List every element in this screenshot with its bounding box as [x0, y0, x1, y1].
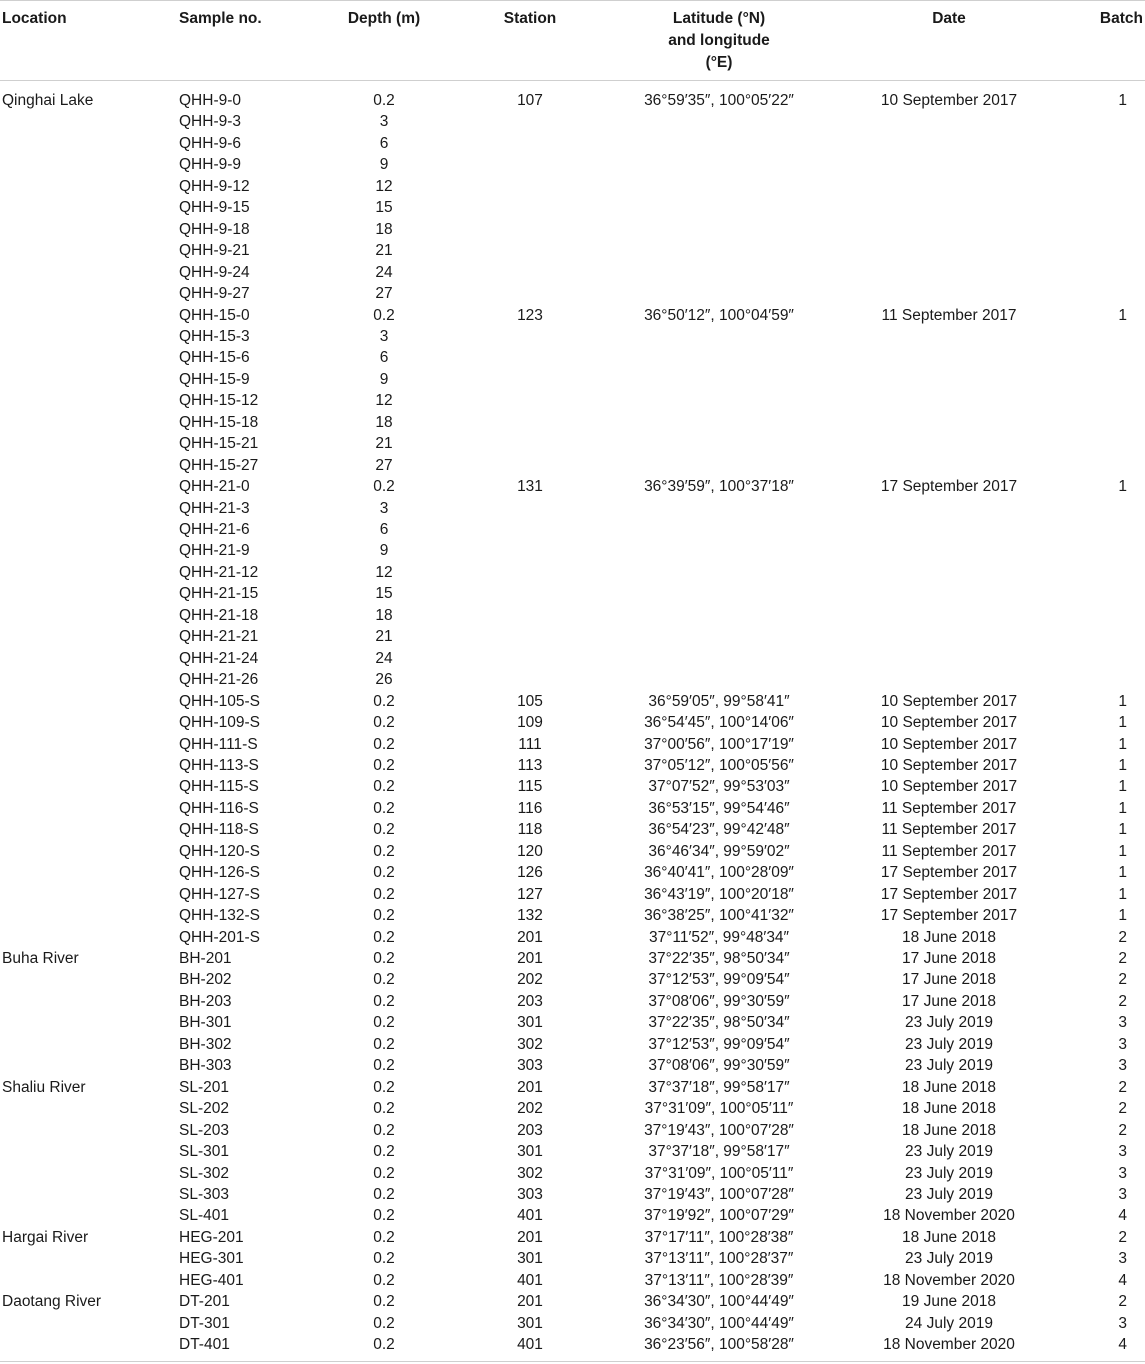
cell-batch: 3: [1118, 1014, 1127, 1031]
cell-depth: 0.2: [373, 778, 395, 795]
cell-coordinates: 36°38′25″, 100°41′32″: [644, 907, 794, 924]
cell-batch: 4: [1118, 1272, 1127, 1289]
cell-station: 303: [517, 1186, 543, 1203]
cell-station: 107: [517, 92, 543, 109]
cell-depth: 0.2: [373, 993, 395, 1010]
cell-sample: QHH-15-9: [179, 371, 250, 388]
cell-station: 301: [517, 1143, 543, 1160]
cell-coordinates: 37°22′35″, 98°50′34″: [648, 1014, 790, 1031]
cell-depth: 27: [375, 285, 393, 302]
cell-depth: 0.2: [373, 1186, 395, 1203]
cell-depth: 15: [375, 199, 393, 216]
cell-coordinates: 37°12′53″, 99°09′54″: [648, 971, 790, 988]
cell-coordinates: 36°40′41″, 100°28′09″: [644, 864, 794, 881]
cell-station: 203: [517, 993, 543, 1010]
cell-coordinates: 37°13′11″, 100°28′39″: [644, 1272, 794, 1289]
cell-sample: QHH-9-3: [179, 113, 242, 130]
cell-depth: 0.2: [373, 950, 395, 967]
cell-batch: 2: [1118, 1229, 1127, 1246]
cell-date: 18 November 2020: [883, 1336, 1015, 1353]
cell-coordinates: 36°54′23″, 99°42′48″: [648, 821, 790, 838]
cell-date: 17 September 2017: [880, 478, 1018, 495]
cell-sample: QHH-9-9: [179, 156, 242, 173]
cell-coordinates: 37°11′52″, 99°48′34″: [648, 929, 790, 946]
cell-station: 118: [517, 821, 543, 838]
cell-depth: 0.2: [373, 907, 395, 924]
cell-coordinates: 36°43′19″, 100°20′18″: [644, 886, 794, 903]
cell-batch: 2: [1118, 1079, 1127, 1096]
cell-depth: 0.2: [373, 1143, 395, 1160]
cell-date: 23 July 2019: [905, 1165, 993, 1182]
cell-station: 401: [517, 1336, 543, 1353]
cell-depth: 0.2: [373, 1293, 395, 1310]
cell-sample: QHH-116-S: [179, 800, 259, 817]
cell-depth: 0.2: [373, 1250, 395, 1267]
header-depth: Depth (m): [347, 10, 421, 27]
cell-batch: 1: [1118, 778, 1127, 795]
cell-batch: 3: [1118, 1165, 1127, 1182]
cell-station: 203: [517, 1122, 543, 1139]
cell-date: 11 September 2017: [881, 307, 1017, 324]
cell-sample: QHH-15-21: [179, 435, 259, 452]
cell-depth: 0.2: [373, 1036, 395, 1053]
cell-station: 123: [517, 307, 543, 324]
cell-coordinates: 36°59′05″, 99°58′41″: [648, 693, 790, 710]
cell-coordinates: 37°31′09″, 100°05′11″: [644, 1100, 794, 1117]
cell-coordinates: 37°07′52″, 99°53′03″: [648, 778, 790, 795]
cell-date: 10 September 2017: [880, 757, 1018, 774]
cell-sample: BH-303: [179, 1057, 232, 1074]
cell-coordinates: 37°31′09″, 100°05′11″: [644, 1165, 794, 1182]
cell-location: Hargai River: [2, 1229, 89, 1246]
cell-coordinates: 37°00′56″, 100°17′19″: [644, 736, 794, 753]
cell-station: 120: [517, 843, 543, 860]
cell-sample: BH-302: [179, 1036, 232, 1053]
cell-depth: 0.2: [373, 843, 395, 860]
cell-depth: 3: [379, 113, 389, 130]
cell-coordinates: 37°19′43″, 100°07′28″: [644, 1122, 794, 1139]
cell-depth: 18: [375, 221, 393, 238]
cell-coordinates: 37°12′53″, 99°09′54″: [648, 1036, 790, 1053]
cell-date: 17 September 2017: [880, 907, 1018, 924]
cell-batch: 1: [1118, 843, 1127, 860]
cell-sample: QHH-15-3: [179, 328, 250, 345]
cell-sample: QHH-21-15: [179, 585, 259, 602]
cell-depth: 24: [375, 650, 393, 667]
cell-depth: 0.2: [373, 886, 395, 903]
cell-batch: 2: [1118, 950, 1127, 967]
cell-depth: 21: [375, 628, 393, 645]
cell-depth: 24: [375, 264, 393, 281]
cell-batch: 1: [1118, 714, 1127, 731]
cell-sample: QHH-9-0: [179, 92, 242, 109]
header-batch: Batch: [1099, 10, 1143, 27]
cell-station: 127: [517, 886, 543, 903]
cell-depth: 3: [379, 328, 389, 345]
cell-batch: 1: [1118, 736, 1127, 753]
cell-depth: 26: [375, 671, 393, 688]
cell-batch: 4: [1118, 1207, 1127, 1224]
cell-sample: QHH-118-S: [179, 821, 259, 838]
cell-depth: 0.2: [373, 757, 395, 774]
cell-date: 11 September 2017: [881, 800, 1017, 817]
cell-station: 202: [517, 971, 543, 988]
cell-depth: 0.2: [373, 1165, 395, 1182]
cell-depth: 12: [375, 564, 393, 581]
cell-batch: 2: [1118, 993, 1127, 1010]
cell-coordinates: 37°19′43″, 100°07′28″: [644, 1186, 794, 1203]
cell-batch: 1: [1118, 92, 1127, 109]
cell-date: 23 July 2019: [905, 1250, 993, 1267]
cell-date: 18 June 2018: [902, 1122, 996, 1139]
cell-sample: SL-201: [179, 1079, 229, 1096]
cell-sample: SL-302: [179, 1165, 229, 1182]
cell-depth: 0.2: [373, 693, 395, 710]
cell-depth: 18: [375, 414, 393, 431]
cell-depth: 0.2: [373, 1014, 395, 1031]
cell-coordinates: 36°54′45″, 100°14′06″: [644, 714, 794, 731]
cell-station: 201: [517, 1079, 543, 1096]
cell-date: 17 June 2018: [902, 971, 996, 988]
cell-depth: 18: [375, 607, 393, 624]
cell-coordinates: 36°34′30″, 100°44′49″: [644, 1315, 794, 1332]
cell-batch: 3: [1118, 1143, 1127, 1160]
cell-sample: QHH-21-26: [179, 671, 259, 688]
cell-date: 17 September 2017: [880, 864, 1018, 881]
cell-sample: SL-203: [179, 1122, 229, 1139]
cell-sample: DT-301: [179, 1315, 230, 1332]
cell-batch: 3: [1118, 1057, 1127, 1074]
cell-date: 19 June 2018: [902, 1293, 996, 1310]
cell-station: 105: [517, 693, 543, 710]
cell-date: 18 June 2018: [902, 1229, 996, 1246]
header-rule: [0, 80, 1145, 81]
cell-depth: 6: [379, 521, 389, 538]
cell-date: 17 September 2017: [880, 886, 1018, 903]
cell-batch: 3: [1118, 1315, 1127, 1332]
cell-batch: 1: [1118, 478, 1127, 495]
top-rule: [0, 0, 1145, 1]
cell-date: 17 June 2018: [902, 950, 996, 967]
cell-batch: 1: [1118, 800, 1127, 817]
header-date: Date: [932, 10, 966, 27]
cell-depth: 0.2: [373, 929, 395, 946]
cell-sample: SL-202: [179, 1100, 229, 1117]
cell-depth: 9: [379, 371, 389, 388]
cell-sample: QHH-21-3: [179, 500, 250, 517]
cell-depth: 9: [379, 156, 389, 173]
cell-station: 111: [518, 736, 542, 753]
cell-depth: 0.2: [373, 1315, 395, 1332]
cell-sample: QHH-15-12: [179, 392, 259, 409]
cell-sample: QHH-120-S: [179, 843, 260, 860]
cell-station: 201: [517, 950, 543, 967]
cell-depth: 21: [375, 435, 393, 452]
cell-coordinates: 37°37′18″, 99°58′17″: [648, 1079, 790, 1096]
cell-station: 301: [517, 1250, 543, 1267]
cell-depth: 0.2: [373, 971, 395, 988]
cell-date: 23 July 2019: [905, 1186, 993, 1203]
cell-batch: 1: [1118, 307, 1127, 324]
cell-sample: SL-401: [179, 1207, 229, 1224]
cell-depth: 0.2: [373, 307, 395, 324]
header-location: Location: [2, 10, 67, 27]
cell-batch: 2: [1118, 1122, 1127, 1139]
cell-station: 201: [517, 929, 543, 946]
cell-station: 132: [517, 907, 543, 924]
cell-date: 10 September 2017: [880, 778, 1018, 795]
cell-date: 24 July 2019: [905, 1315, 993, 1332]
cell-depth: 0.2: [373, 736, 395, 753]
cell-sample: QHH-113-S: [179, 757, 259, 774]
cell-sample: QHH-15-27: [179, 457, 259, 474]
cell-batch: 1: [1118, 864, 1127, 881]
cell-sample: QHH-127-S: [179, 886, 260, 903]
cell-depth: 12: [375, 392, 393, 409]
cell-sample: QHH-9-12: [179, 178, 250, 195]
cell-sample: QHH-9-27: [179, 285, 250, 302]
cell-batch: 1: [1118, 886, 1127, 903]
cell-sample: BH-202: [179, 971, 232, 988]
cell-coordinates: 37°19′92″, 100°07′29″: [644, 1207, 794, 1224]
cell-coordinates: 37°37′18″, 99°58′17″: [648, 1143, 790, 1160]
cell-station: 301: [517, 1315, 543, 1332]
cell-sample: QHH-15-0: [179, 307, 250, 324]
cell-sample: QHH-9-6: [179, 135, 242, 152]
cell-batch: 4: [1118, 1336, 1127, 1353]
cell-depth: 0.2: [373, 478, 395, 495]
cell-depth: 0.2: [373, 800, 395, 817]
cell-station: 113: [517, 757, 543, 774]
cell-coordinates: 37°22′35″, 98°50′34″: [648, 950, 790, 967]
cell-station: 201: [517, 1229, 543, 1246]
cell-batch: 3: [1118, 1186, 1127, 1203]
cell-sample: QHH-21-9: [179, 542, 250, 559]
cell-depth: 0.2: [373, 864, 395, 881]
cell-station: 302: [517, 1036, 543, 1053]
cell-depth: 6: [379, 349, 389, 366]
cell-coordinates: 37°17′11″, 100°28′38″: [644, 1229, 794, 1246]
cell-date: 10 September 2017: [880, 736, 1018, 753]
cell-sample: BH-301: [179, 1014, 232, 1031]
cell-batch: 1: [1118, 821, 1127, 838]
cell-location: Buha River: [2, 950, 79, 967]
cell-depth: 0.2: [373, 92, 395, 109]
cell-coordinates: 36°23′56″, 100°58′28″: [644, 1336, 794, 1353]
cell-sample: QHH-105-S: [179, 693, 260, 710]
cell-depth: 3: [379, 500, 389, 517]
cell-sample: SL-301: [179, 1143, 229, 1160]
cell-sample: HEG-201: [179, 1229, 244, 1246]
cell-sample: QHH-132-S: [179, 907, 260, 924]
cell-sample: HEG-301: [179, 1250, 244, 1267]
cell-coordinates: 36°34′30″, 100°44′49″: [644, 1293, 794, 1310]
cell-batch: 2: [1118, 971, 1127, 988]
cell-batch: 1: [1118, 757, 1127, 774]
cell-sample: QHH-21-12: [179, 564, 259, 581]
cell-coordinates: 36°50′12″, 100°04′59″: [644, 307, 794, 324]
cell-sample: QHH-15-18: [179, 414, 259, 431]
cell-coordinates: 37°13′11″, 100°28′37″: [644, 1250, 794, 1267]
cell-sample: QHH-21-21: [179, 628, 259, 645]
cell-depth: 6: [379, 135, 389, 152]
cell-sample: QHH-9-24: [179, 264, 250, 281]
cell-batch: 1: [1118, 907, 1127, 924]
cell-depth: 0.2: [373, 821, 395, 838]
cell-coordinates: 36°39′59″, 100°37′18″: [644, 478, 794, 495]
cell-date: 18 June 2018: [902, 1100, 996, 1117]
cell-sample: QHH-15-6: [179, 349, 250, 366]
cell-date: 23 July 2019: [905, 1014, 993, 1031]
cell-coordinates: 36°46′34″, 99°59′02″: [648, 843, 790, 860]
cell-coordinates: 37°05′12″, 100°05′56″: [644, 757, 794, 774]
cell-sample: BH-201: [179, 950, 232, 967]
cell-batch: 3: [1118, 1250, 1127, 1267]
cell-date: 23 July 2019: [905, 1057, 993, 1074]
cell-sample: HEG-401: [179, 1272, 244, 1289]
cell-depth: 0.2: [373, 1122, 395, 1139]
cell-station: 401: [517, 1272, 543, 1289]
cell-batch: 2: [1118, 1293, 1127, 1310]
cell-date: 18 June 2018: [902, 1079, 996, 1096]
cell-depth: 9: [379, 542, 389, 559]
cell-depth: 0.2: [373, 714, 395, 731]
cell-date: 18 November 2020: [883, 1207, 1015, 1224]
cell-depth: 0.2: [373, 1100, 395, 1117]
cell-sample: QHH-21-6: [179, 521, 250, 538]
cell-depth: 0.2: [373, 1057, 395, 1074]
cell-station: 116: [517, 800, 543, 817]
cell-depth: 21: [375, 242, 393, 259]
header-latlon-line3: (°E): [705, 54, 733, 71]
cell-station: 302: [517, 1165, 543, 1182]
cell-station: 401: [517, 1207, 543, 1224]
header-latlon-line2: and longitude: [668, 32, 770, 49]
header-station: Station: [503, 10, 557, 27]
cell-sample: BH-203: [179, 993, 232, 1010]
cell-batch: 3: [1118, 1036, 1127, 1053]
cell-depth: 0.2: [373, 1229, 395, 1246]
cell-date: 11 September 2017: [881, 821, 1017, 838]
cell-date: 17 June 2018: [902, 993, 996, 1010]
cell-station: 109: [517, 714, 543, 731]
cell-station: 126: [517, 864, 543, 881]
cell-depth: 0.2: [373, 1336, 395, 1353]
cell-depth: 27: [375, 457, 393, 474]
cell-date: 18 November 2020: [883, 1272, 1015, 1289]
cell-date: 11 September 2017: [881, 843, 1017, 860]
cell-coordinates: 37°08′06″, 99°30′59″: [648, 993, 790, 1010]
cell-date: 23 July 2019: [905, 1143, 993, 1160]
cell-date: 18 June 2018: [902, 929, 996, 946]
cell-station: 301: [517, 1014, 543, 1031]
bottom-rule: [0, 1361, 1145, 1362]
header-latlon-line1: Latitude (°N): [672, 10, 766, 27]
header-sample: Sample no.: [179, 10, 262, 27]
cell-depth: 12: [375, 178, 393, 195]
cell-coordinates: 36°53′15″, 99°54′46″: [648, 800, 790, 817]
cell-date: 10 September 2017: [880, 92, 1018, 109]
cell-batch: 2: [1118, 929, 1127, 946]
cell-depth: 15: [375, 585, 393, 602]
cell-sample: QHH-9-15: [179, 199, 250, 216]
cell-sample: QHH-21-24: [179, 650, 259, 667]
cell-station: 202: [517, 1100, 543, 1117]
cell-batch: 2: [1118, 1100, 1127, 1117]
cell-sample: QHH-201-S: [179, 929, 260, 946]
cell-date: 10 September 2017: [880, 693, 1018, 710]
cell-date: 23 July 2019: [905, 1036, 993, 1053]
cell-location: Qinghai Lake: [2, 92, 94, 109]
cell-depth: 0.2: [373, 1207, 395, 1224]
cell-sample: DT-401: [179, 1336, 230, 1353]
cell-sample: QHH-9-18: [179, 221, 250, 238]
cell-sample: QHH-9-21: [179, 242, 250, 259]
cell-batch: 1: [1118, 693, 1127, 710]
cell-depth: 0.2: [373, 1272, 395, 1289]
cell-sample: QHH-21-18: [179, 607, 259, 624]
cell-station: 115: [517, 778, 543, 795]
cell-coordinates: 37°08′06″, 99°30′59″: [648, 1057, 790, 1074]
cell-location: Daotang River: [2, 1293, 102, 1310]
cell-location: Shaliu River: [2, 1079, 86, 1096]
cell-station: 201: [517, 1293, 543, 1310]
cell-sample: QHH-111-S: [179, 736, 258, 753]
cell-date: 10 September 2017: [880, 714, 1018, 731]
cell-coordinates: 36°59′35″, 100°05′22″: [644, 92, 794, 109]
cell-station: 131: [517, 478, 543, 495]
cell-sample: SL-303: [179, 1186, 229, 1203]
cell-sample: QHH-126-S: [179, 864, 260, 881]
cell-sample: DT-201: [179, 1293, 230, 1310]
cell-station: 303: [517, 1057, 543, 1074]
cell-sample: QHH-109-S: [179, 714, 260, 731]
cell-sample: QHH-21-0: [179, 478, 250, 495]
cell-depth: 0.2: [373, 1079, 395, 1096]
cell-sample: QHH-115-S: [179, 778, 259, 795]
